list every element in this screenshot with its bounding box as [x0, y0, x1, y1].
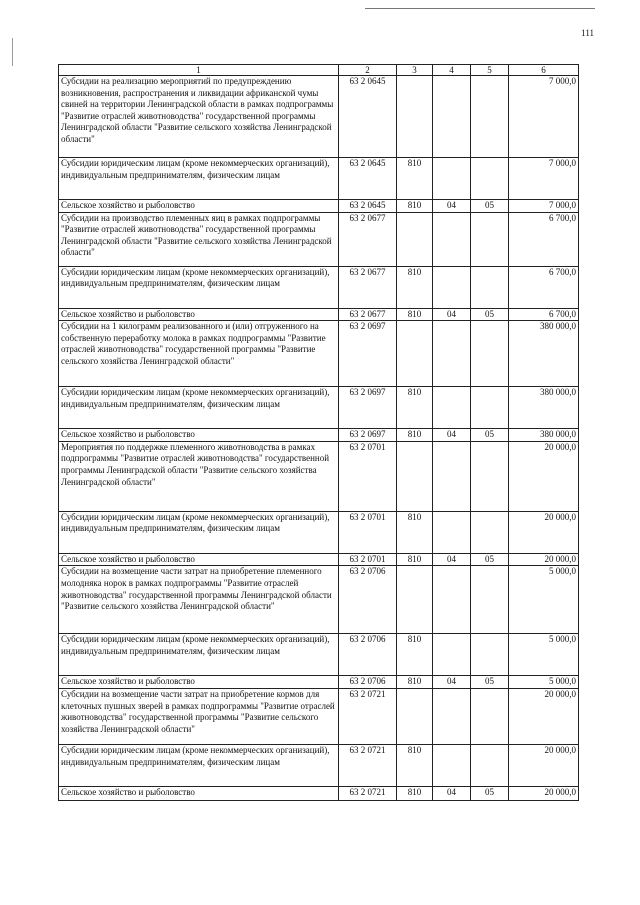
cell-code: 63 2 0706	[339, 634, 397, 676]
col-header-pr: 5	[471, 65, 509, 76]
table-row	[59, 158, 579, 200]
cell-pr	[471, 566, 509, 634]
cell-name: Субсидии на производство племенных яиц в рамках подпрограммы "Развитие отраслей животноводства" государственной программы Ленинградской области "Развитие сельского хозяйства Ленинградской области"	[59, 212, 339, 266]
cell-name: Субсидии на 1 килограмм реализованного и (или) отгруженного на собственную переработку молока в рамках подпрограммы "Развитие отраслей животноводства" государственной программы "Развитие сельского хозяйства Ленинградской области"	[59, 321, 339, 387]
table-row	[59, 744, 579, 786]
cell-pr	[471, 321, 509, 387]
cell-code: 63 2 0721	[339, 688, 397, 744]
cell-vr: 810	[397, 308, 433, 321]
cell-vr: 810	[397, 786, 433, 800]
col-header-vr: 3	[397, 65, 433, 76]
cell-name: Субсидии на возмещение части затрат на приобретение кормов для клеточных пушных зверей в рамках подпрограммы "Развитие отраслей животноводства" государственной программы "Развитие сельского хозяйства Ленинградской области"	[59, 688, 339, 744]
col-header-rz: 4	[433, 65, 471, 76]
cell-pr	[471, 688, 509, 744]
cell-code: 63 2 0677	[339, 212, 397, 266]
scan-margin-mark	[12, 38, 13, 66]
cell-vr	[397, 566, 433, 634]
cell-pr	[471, 158, 509, 200]
cell-code: 63 2 0645	[339, 76, 397, 158]
cell-sum: 380 000,0	[509, 387, 579, 429]
table-row	[59, 387, 579, 429]
cell-code: 63 2 0677	[339, 266, 397, 308]
cell-code: 63 2 0697	[339, 387, 397, 429]
cell-sum: 7 000,0	[509, 200, 579, 213]
cell-rz	[433, 212, 471, 266]
cell-code: 63 2 0697	[339, 321, 397, 387]
table-row	[59, 786, 579, 800]
cell-rz: 04	[433, 308, 471, 321]
cell-name: Субсидии юридическим лицам (кроме некоммерческих организаций), индивидуальным предпринимателям, физическим лицам	[59, 511, 339, 553]
table-row	[59, 76, 579, 158]
cell-pr	[471, 634, 509, 676]
cell-rz	[433, 511, 471, 553]
cell-name: Субсидии юридическим лицам (кроме некоммерческих организаций), индивидуальным предпринимателям, физическим лицам	[59, 266, 339, 308]
cell-sum: 20 000,0	[509, 441, 579, 511]
cell-code: 63 2 0706	[339, 566, 397, 634]
cell-name: Мероприятия по поддержке племенного животноводства в рамках подпрограммы "Развитие отраслей животноводства" государственной программы Ленинградской области "Развитие сельского хозяйства Ленинградской области"	[59, 441, 339, 511]
table-row	[59, 308, 579, 321]
cell-pr: 05	[471, 676, 509, 689]
cell-vr: 810	[397, 744, 433, 786]
col-header-name: 1	[59, 65, 339, 76]
cell-vr	[397, 441, 433, 511]
cell-code: 63 2 0721	[339, 744, 397, 786]
table-row	[59, 200, 579, 213]
cell-rz: 04	[433, 786, 471, 800]
table-row	[59, 321, 579, 387]
cell-pr	[471, 387, 509, 429]
cell-vr	[397, 688, 433, 744]
cell-pr: 05	[471, 308, 509, 321]
table-row	[59, 511, 579, 553]
cell-name: Сельское хозяйство и рыболовство	[59, 429, 339, 442]
cell-name: Сельское хозяйство и рыболовство	[59, 553, 339, 566]
cell-sum: 7 000,0	[509, 158, 579, 200]
cell-sum: 380 000,0	[509, 429, 579, 442]
cell-vr	[397, 76, 433, 158]
cell-sum: 6 700,0	[509, 212, 579, 266]
cell-code: 63 2 0701	[339, 511, 397, 553]
table-row	[59, 266, 579, 308]
table-row	[59, 676, 579, 689]
table-row	[59, 441, 579, 511]
table-row	[59, 688, 579, 744]
cell-pr: 05	[471, 200, 509, 213]
cell-rz	[433, 688, 471, 744]
cell-code: 63 2 0645	[339, 200, 397, 213]
table-row	[59, 429, 579, 442]
budget-table	[58, 64, 579, 801]
table-row	[59, 553, 579, 566]
cell-vr: 810	[397, 511, 433, 553]
cell-sum: 380 000,0	[509, 321, 579, 387]
cell-vr	[397, 212, 433, 266]
cell-pr	[471, 511, 509, 553]
cell-code: 63 2 0701	[339, 441, 397, 511]
cell-sum: 20 000,0	[509, 786, 579, 800]
cell-rz: 04	[433, 429, 471, 442]
cell-vr: 810	[397, 387, 433, 429]
cell-rz	[433, 566, 471, 634]
cell-name: Сельское хозяйство и рыболовство	[59, 676, 339, 689]
cell-pr	[471, 76, 509, 158]
cell-sum: 6 700,0	[509, 308, 579, 321]
cell-rz	[433, 321, 471, 387]
cell-pr: 05	[471, 553, 509, 566]
cell-code: 63 2 0721	[339, 786, 397, 800]
cell-rz	[433, 387, 471, 429]
cell-code: 63 2 0645	[339, 158, 397, 200]
cell-rz: 04	[433, 553, 471, 566]
cell-name: Субсидии юридическим лицам (кроме некоммерческих организаций), индивидуальным предпринимателям, физическим лицам	[59, 387, 339, 429]
table-row	[59, 212, 579, 266]
cell-vr: 810	[397, 158, 433, 200]
cell-name: Субсидии юридическим лицам (кроме некоммерческих организаций), индивидуальным предпринимателям, физическим лицам	[59, 158, 339, 200]
cell-sum: 20 000,0	[509, 553, 579, 566]
cell-vr: 810	[397, 634, 433, 676]
cell-vr: 810	[397, 553, 433, 566]
table-row	[59, 634, 579, 676]
cell-name: Сельское хозяйство и рыболовство	[59, 308, 339, 321]
top-rule	[365, 8, 595, 9]
cell-pr	[471, 266, 509, 308]
cell-vr: 810	[397, 266, 433, 308]
cell-sum: 20 000,0	[509, 511, 579, 553]
cell-rz	[433, 634, 471, 676]
col-header-sum: 6	[509, 65, 579, 76]
cell-name: Сельское хозяйство и рыболовство	[59, 786, 339, 800]
cell-name: Сельское хозяйство и рыболовство	[59, 200, 339, 213]
cell-rz	[433, 744, 471, 786]
cell-pr: 05	[471, 429, 509, 442]
cell-pr: 05	[471, 786, 509, 800]
cell-name: Субсидии юридическим лицам (кроме некоммерческих организаций), индивидуальным предпринимателям, физическим лицам	[59, 744, 339, 786]
cell-pr	[471, 441, 509, 511]
cell-sum: 7 000,0	[509, 76, 579, 158]
cell-rz: 04	[433, 200, 471, 213]
cell-sum: 5 000,0	[509, 634, 579, 676]
cell-rz	[433, 266, 471, 308]
cell-code: 63 2 0701	[339, 553, 397, 566]
cell-pr	[471, 744, 509, 786]
cell-rz	[433, 441, 471, 511]
cell-vr: 810	[397, 200, 433, 213]
cell-sum: 20 000,0	[509, 744, 579, 786]
cell-sum: 20 000,0	[509, 688, 579, 744]
cell-code: 63 2 0706	[339, 676, 397, 689]
cell-sum: 5 000,0	[509, 676, 579, 689]
cell-name: Субсидии юридическим лицам (кроме некоммерческих организаций), индивидуальным предпринимателям, физическим лицам	[59, 634, 339, 676]
cell-code: 63 2 0677	[339, 308, 397, 321]
cell-code: 63 2 0697	[339, 429, 397, 442]
header-row	[59, 65, 579, 76]
cell-rz	[433, 158, 471, 200]
cell-name: Субсидии на возмещение части затрат на приобретение племенного молодняка норок в рамках подпрограммы "Развитие отраслей животноводства" государственной программы Ленинградской области "Развитие сельского хозяйства Ленинградской области"	[59, 566, 339, 634]
cell-vr: 810	[397, 676, 433, 689]
cell-rz: 04	[433, 676, 471, 689]
cell-name: Субсидии на реализацию мероприятий по предупреждению возникновения, распространения и ликвидации африканской чумы свиней на территории Ленинградской области в рамках подпрограммы "Развитие отраслей животноводства" государственной программы Ленинградской области "Развитие сельского хозяйства Ленинградской области"	[59, 76, 339, 158]
cell-pr	[471, 212, 509, 266]
cell-sum: 6 700,0	[509, 266, 579, 308]
col-header-code: 2	[339, 65, 397, 76]
cell-rz	[433, 76, 471, 158]
cell-vr	[397, 321, 433, 387]
cell-vr: 810	[397, 429, 433, 442]
cell-sum: 5 000,0	[509, 566, 579, 634]
table-row	[59, 566, 579, 634]
page-number: 111	[581, 28, 594, 38]
